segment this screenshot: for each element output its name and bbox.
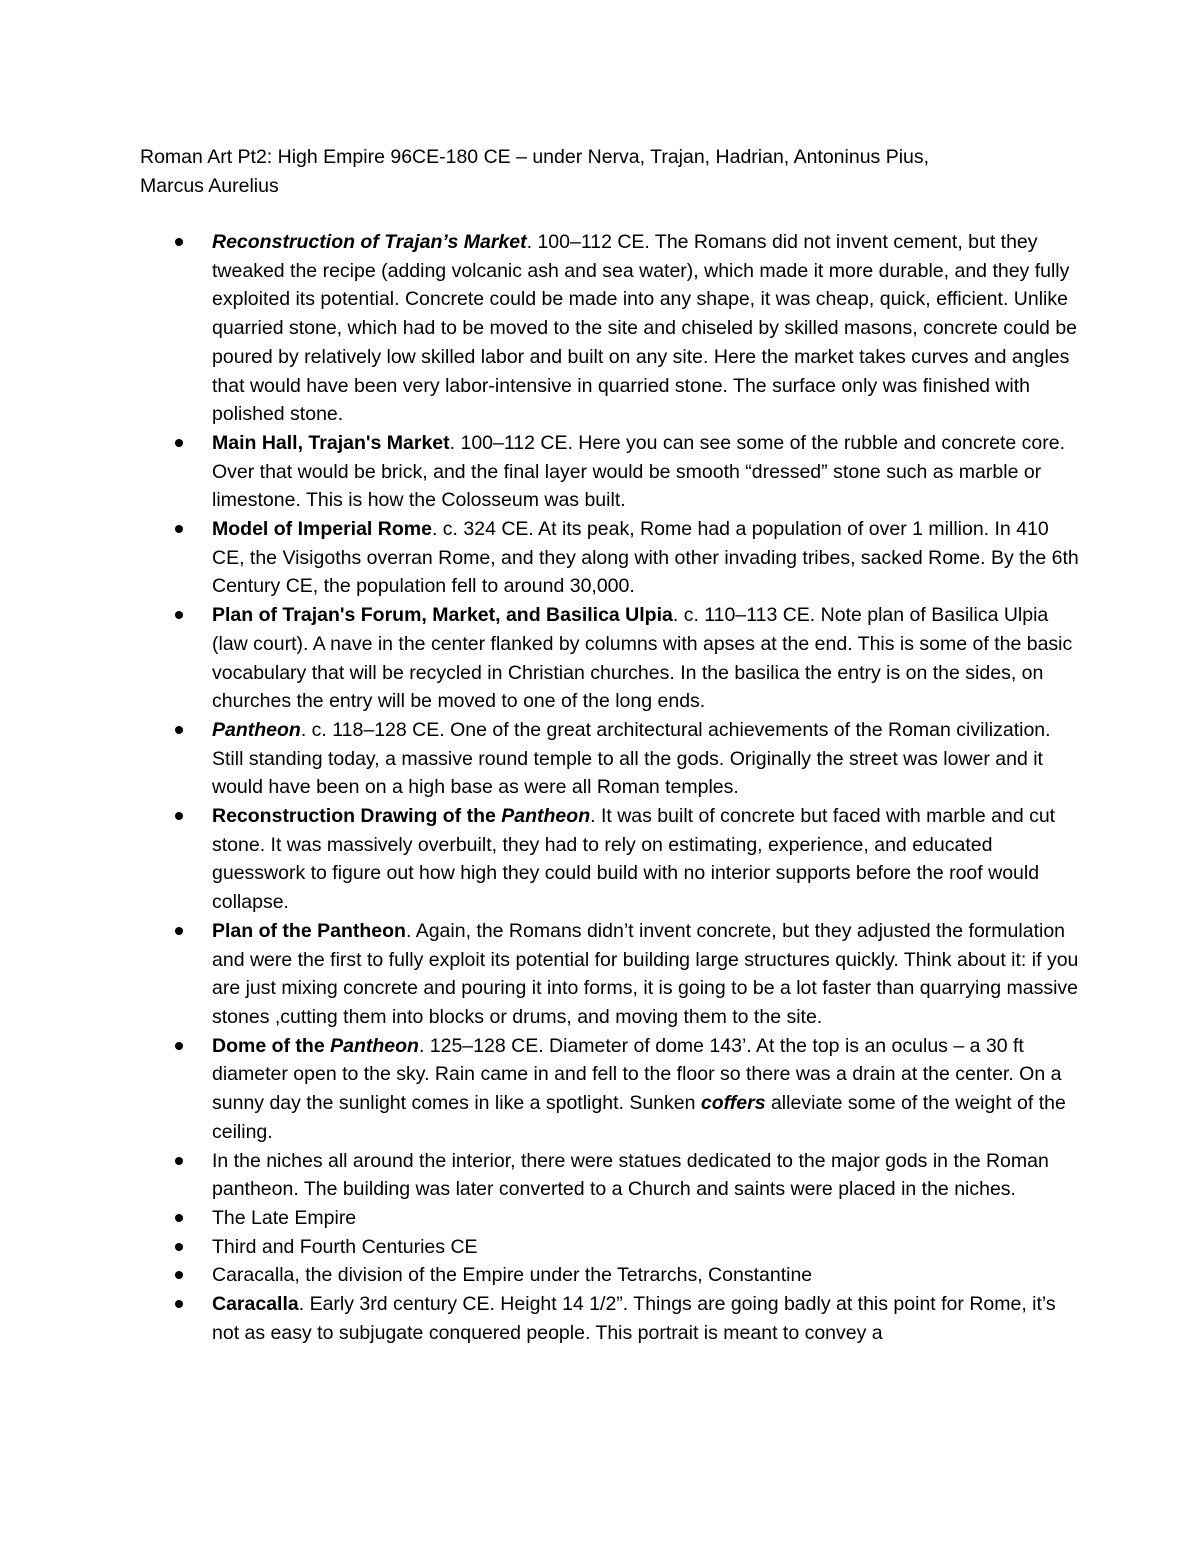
bullet-icon [175,726,183,734]
item-text: . Again, the Romans didn’t invent concrete, but they adjusted the formulation and were the first to fully exploit its potential for building large structures quickly. Think about it: if you are just mixing concrete and pouring it into forms, it is going to be a lot faster than quarrying massive stones ,cutting them into blocks or drums, and moving them to the site. [212,919,1079,1028]
item-text: . c. 110–113 CE. Note plan of Basilica Ulpia (law court). A nave in the center flanked by columns with apses at the end. This is some of the basic vocabulary that will be recycled in Christian churches. In the basilica the entry is on the sides, on churches the entry will be moved to one of the long ends. [212,604,1073,713]
bullet-icon [175,611,183,619]
item-text: Third and Fourth Centuries CE [212,1235,478,1258]
item-text: . 125–128 CE. Diameter of dome 143’. At the top is an oculus – a 30 ft diameter open to the sky. Rain came in and fell to the floor so there was a drain at the center. On a sunny day the sunlight comes in like a spotlight. Sunken [212,1034,1062,1115]
item-text: . It was built of concrete but faced with marble and cut stone. It was massively overbuilt, they had to rely on estimating, experience, and educated guesswork to figure out how high they could build with no interior supports before the roof would collapse. [212,805,1056,914]
item-title: Caracalla [212,1293,299,1316]
bullet-icon [175,238,183,246]
bullet-icon [175,1300,183,1308]
bullet-icon [175,812,183,820]
bullet-list [212,228,1082,1347]
list-item [212,515,1082,601]
item-text: Caracalla, the division of the Empire under the Tetrarchs, Constantine [212,1264,813,1287]
heading-line-1: Roman Art Pt2: High Empire 96CE-180 CE – under Nerva, Trajan, Hadrian, Antoninus Pius, [140,146,930,168]
bullet-icon [175,1214,183,1222]
item-text: . Early 3rd century CE. Height 14 1/2”. Things are going badly at this point for Rome, it’s not as easy to subjugate conquered people. This portrait is meant to convey a [212,1293,1056,1344]
bullet-icon [175,439,183,447]
item-title: Plan of the Pantheon [212,919,406,942]
item-text: . 100–112 CE. Here you can see some of the rubble and concrete core. Over that would be brick, and the final layer would be smooth “dressed” stone such as marble or limestone. This is how the Colosseum was built. [212,431,1065,512]
bullet-icon [175,1042,183,1050]
item-text: . c. 118–128 CE. One of the great architectural achievements of the Roman civilization. Still standing today, a massive round temple to all the gods. Originally the street was lower and it would have been on a high base as were all Roman temples. [212,718,1051,799]
list-item [212,1032,1082,1147]
item-title: Main Hall, Trajan's Market [212,431,450,454]
item-term: coffers [700,1092,766,1115]
item-title: Dome of the [212,1034,331,1057]
heading-line-2: Marcus Aurelius [140,175,279,197]
list-item [212,716,1082,802]
item-title: Model of Imperial Rome [212,518,432,541]
list-item [212,1204,1082,1233]
item-title-italic: Pantheon [501,805,591,828]
bullet-icon [175,1157,183,1165]
item-title: Reconstruction of Trajan’s Market [212,231,527,253]
item-text: . 100–112 CE. The Romans did not invent cement, but they tweaked the recipe (adding volcanic ash and sea water), which made it more durable, and they fully exploited its potential. Concrete could be made into any shape, it was cheap, quick, efficient. Unlike quarried stone, which had to be moved to the site and chiseled by skilled masons, concrete could be poured by relatively low skilled labor and built on any site. Here the market takes curves and angles that would have been very labor-intensive in quarried stone. The surface only was finished with polished stone. [212,231,1078,426]
list-item [212,429,1082,515]
item-text: In the niches all around the interior, there were statues dedicated to the major gods in the Roman pantheon. The building was later converted to a Church and saints were placed in the niches. [212,1149,1049,1201]
bullet-icon [175,1243,183,1251]
bullet-icon [175,1271,183,1279]
list-item [212,1147,1082,1204]
list-item [212,601,1082,716]
item-title: Plan of Trajan's Forum, Market, and Basilica Ulpia [212,604,673,627]
document-heading [140,143,1080,201]
item-text: alleviate some of the weight of the ceiling. [212,1092,1066,1143]
item-text: . c. 324 CE. At its peak, Rome had a population of over 1 million. In 410 CE, the Visigoths overran Rome, and they along with other invading tribes, sacked Rome. By the 6th Century CE, the population fell to around 30,000. [212,518,1079,598]
item-title: Reconstruction Drawing of the [212,805,502,828]
item-text: The Late Empire [212,1206,357,1229]
list-item [212,228,1082,429]
list-item [212,1290,1082,1347]
item-title-italic: Pantheon [330,1034,419,1057]
list-item [212,1233,1082,1262]
item-title: Pantheon [212,718,301,741]
list-item [212,1261,1082,1290]
bullet-icon [175,927,183,935]
list-item [212,802,1082,917]
list-item [212,917,1082,1032]
bullet-icon [175,525,183,533]
